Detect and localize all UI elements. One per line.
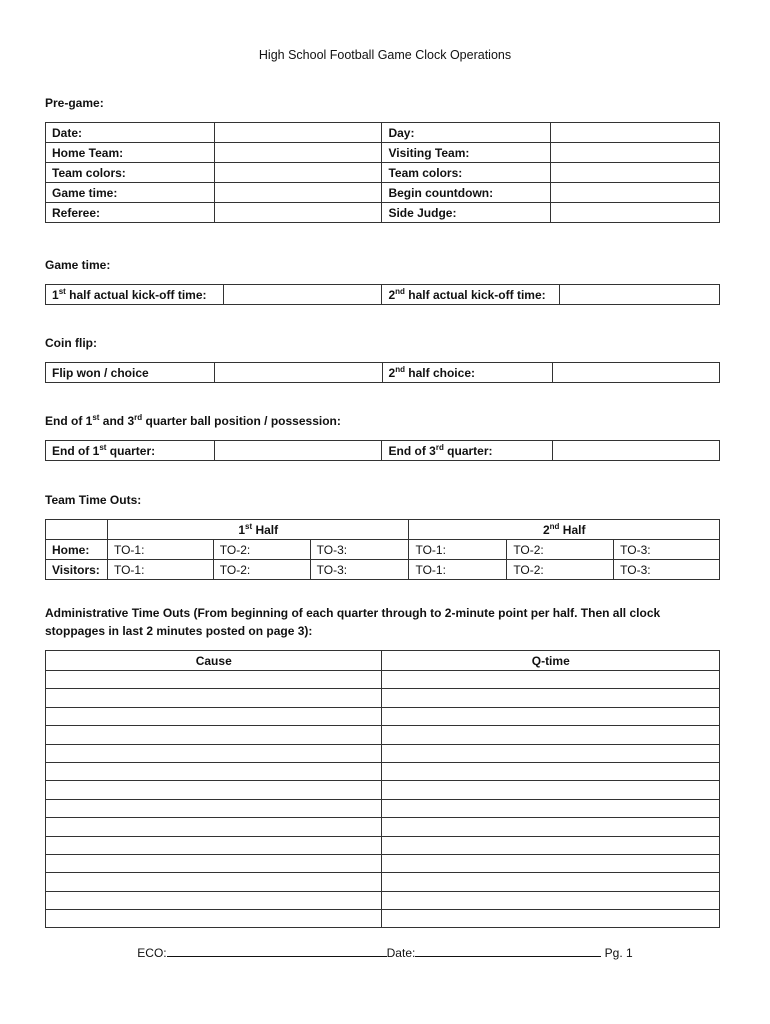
timeout-cell[interactable]: TO-3: <box>310 560 409 580</box>
pregame-right-label: Team colors: <box>382 163 551 183</box>
admin-qtime-cell[interactable] <box>382 799 720 817</box>
admin-qtime-cell[interactable] <box>382 707 720 725</box>
timeout-cell[interactable]: TO-1: <box>409 560 507 580</box>
pregame-right-field[interactable] <box>551 143 720 163</box>
admin-row <box>46 891 720 909</box>
pregame-left-field[interactable] <box>214 163 382 183</box>
pregame-row <box>46 163 720 183</box>
coinflip-heading: Coin flip: <box>45 336 97 350</box>
admin-cause-cell[interactable] <box>46 781 382 799</box>
admin-qtime-cell[interactable] <box>382 836 720 854</box>
admin-cause-cell[interactable] <box>46 910 382 928</box>
admin-qtime-cell[interactable] <box>382 671 720 689</box>
admin-table <box>45 650 720 928</box>
second-half-choice-field[interactable] <box>553 363 720 383</box>
eco-line[interactable] <box>167 944 387 957</box>
admin-qtime-cell[interactable] <box>382 873 720 891</box>
second-half-kickoff-field[interactable] <box>560 285 720 305</box>
timeout-cell[interactable]: TO-2: <box>213 560 310 580</box>
first-half-kickoff-field[interactable] <box>223 285 382 305</box>
admin-cause-cell[interactable] <box>46 873 382 891</box>
pregame-left-label: Home Team: <box>46 143 215 163</box>
admin-cause-cell[interactable] <box>46 689 382 707</box>
endquarter-heading: End of 1st and 3rd quarter ball position / possession: <box>45 413 341 428</box>
footer <box>0 944 770 960</box>
admin-qtime-cell[interactable] <box>382 689 720 707</box>
pregame-row <box>46 183 720 203</box>
admin-row <box>46 873 720 891</box>
pregame-left-label: Team colors: <box>46 163 215 183</box>
end-first-quarter-field[interactable] <box>214 441 382 461</box>
timeout-cell[interactable]: TO-2: <box>507 560 614 580</box>
qtime-column-header: Q-time <box>382 651 720 671</box>
pregame-right-field[interactable] <box>551 183 720 203</box>
end-third-quarter-field[interactable] <box>553 441 720 461</box>
admin-row <box>46 744 720 762</box>
page-number: Pg. 1 <box>604 946 633 960</box>
admin-heading <box>45 604 660 640</box>
admin-cause-cell[interactable] <box>46 707 382 725</box>
timeouts-row <box>46 540 720 560</box>
end-first-quarter-label: End of 1st quarter: <box>46 441 215 461</box>
admin-qtime-cell[interactable] <box>382 910 720 928</box>
admin-cause-cell[interactable] <box>46 836 382 854</box>
pregame-left-field[interactable] <box>214 203 382 223</box>
first-half-kickoff-label: 1st half actual kick-off time: <box>46 285 224 305</box>
admin-row <box>46 818 720 836</box>
second-half-header: 2nd Half <box>409 520 720 540</box>
admin-cause-cell[interactable] <box>46 818 382 836</box>
pregame-table <box>45 122 720 223</box>
admin-cause-cell[interactable] <box>46 762 382 780</box>
timeouts-row <box>46 560 720 580</box>
admin-row <box>46 781 720 799</box>
pregame-row <box>46 203 720 223</box>
timeouts-team-label: Visitors: <box>46 560 108 580</box>
second-half-choice-label: 2nd half choice: <box>382 363 553 383</box>
timeouts-team-label: Home: <box>46 540 108 560</box>
date-label: Date: <box>386 946 416 960</box>
pregame-heading: Pre-game: <box>45 96 104 110</box>
timeout-cell[interactable]: TO-3: <box>614 540 720 560</box>
admin-qtime-cell[interactable] <box>382 818 720 836</box>
pregame-left-label: Referee: <box>46 203 215 223</box>
end-third-quarter-label: End of 3rd quarter: <box>382 441 553 461</box>
pregame-right-label: Day: <box>382 123 551 143</box>
pregame-row <box>46 123 720 143</box>
admin-row <box>46 762 720 780</box>
timeout-cell[interactable]: TO-1: <box>107 540 213 560</box>
endquarter-table <box>45 440 720 461</box>
pregame-right-label: Visiting Team: <box>382 143 551 163</box>
admin-row <box>46 836 720 854</box>
admin-qtime-cell[interactable] <box>382 744 720 762</box>
eco-label: ECO: <box>137 946 167 960</box>
admin-qtime-cell[interactable] <box>382 891 720 909</box>
timeouts-heading: Team Time Outs: <box>45 493 142 507</box>
coinflip-table <box>45 362 720 383</box>
date-line[interactable] <box>415 944 601 957</box>
pregame-left-field[interactable] <box>214 143 382 163</box>
pregame-right-field[interactable] <box>551 123 720 143</box>
page-title: High School Football Game Clock Operations <box>258 48 512 62</box>
admin-row <box>46 854 720 872</box>
admin-heading-line1: Administrative Time Outs (From beginning of each quarter through to 2-minute point per half. Then all clock <box>45 606 661 620</box>
flip-won-label: Flip won / choice <box>46 363 215 383</box>
admin-qtime-cell[interactable] <box>382 726 720 744</box>
admin-qtime-cell[interactable] <box>382 781 720 799</box>
pregame-row <box>46 143 720 163</box>
pregame-left-field[interactable] <box>214 123 382 143</box>
flip-won-field[interactable] <box>214 363 382 383</box>
first-half-header: 1st Half <box>107 520 408 540</box>
timeouts-corner-cell <box>46 520 108 540</box>
admin-row <box>46 707 720 725</box>
admin-heading-line2: stoppages in last 2 minutes posted on page 3): <box>45 624 313 638</box>
admin-row <box>46 689 720 707</box>
timeout-cell[interactable]: TO-3: <box>614 560 720 580</box>
admin-cause-cell[interactable] <box>46 891 382 909</box>
admin-row <box>46 910 720 928</box>
pregame-right-label: Begin countdown: <box>382 183 551 203</box>
pregame-left-field[interactable] <box>214 183 382 203</box>
gametime-heading: Game time: <box>45 258 111 272</box>
admin-row <box>46 726 720 744</box>
admin-cause-cell[interactable] <box>46 854 382 872</box>
admin-row <box>46 799 720 817</box>
pregame-right-field[interactable] <box>551 203 720 223</box>
admin-cause-cell[interactable] <box>46 744 382 762</box>
pregame-left-label: Date: <box>46 123 215 143</box>
timeout-cell[interactable]: TO-2: <box>213 540 310 560</box>
admin-qtime-cell[interactable] <box>382 762 720 780</box>
second-half-kickoff-label: 2nd half actual kick-off time: <box>382 285 560 305</box>
admin-cause-cell[interactable] <box>46 726 382 744</box>
admin-cause-cell[interactable] <box>46 671 382 689</box>
admin-qtime-cell[interactable] <box>382 854 720 872</box>
timeout-cell[interactable]: TO-1: <box>409 540 507 560</box>
admin-cause-cell[interactable] <box>46 799 382 817</box>
admin-row <box>46 671 720 689</box>
timeout-cell[interactable]: TO-1: <box>107 560 213 580</box>
gametime-table <box>45 284 720 305</box>
pregame-left-label: Game time: <box>46 183 215 203</box>
timeout-cell[interactable]: TO-3: <box>310 540 409 560</box>
timeout-cell[interactable]: TO-2: <box>507 540 614 560</box>
pregame-right-label: Side Judge: <box>382 203 551 223</box>
pregame-right-field[interactable] <box>551 163 720 183</box>
timeouts-table <box>45 519 720 580</box>
cause-column-header: Cause <box>46 651 382 671</box>
